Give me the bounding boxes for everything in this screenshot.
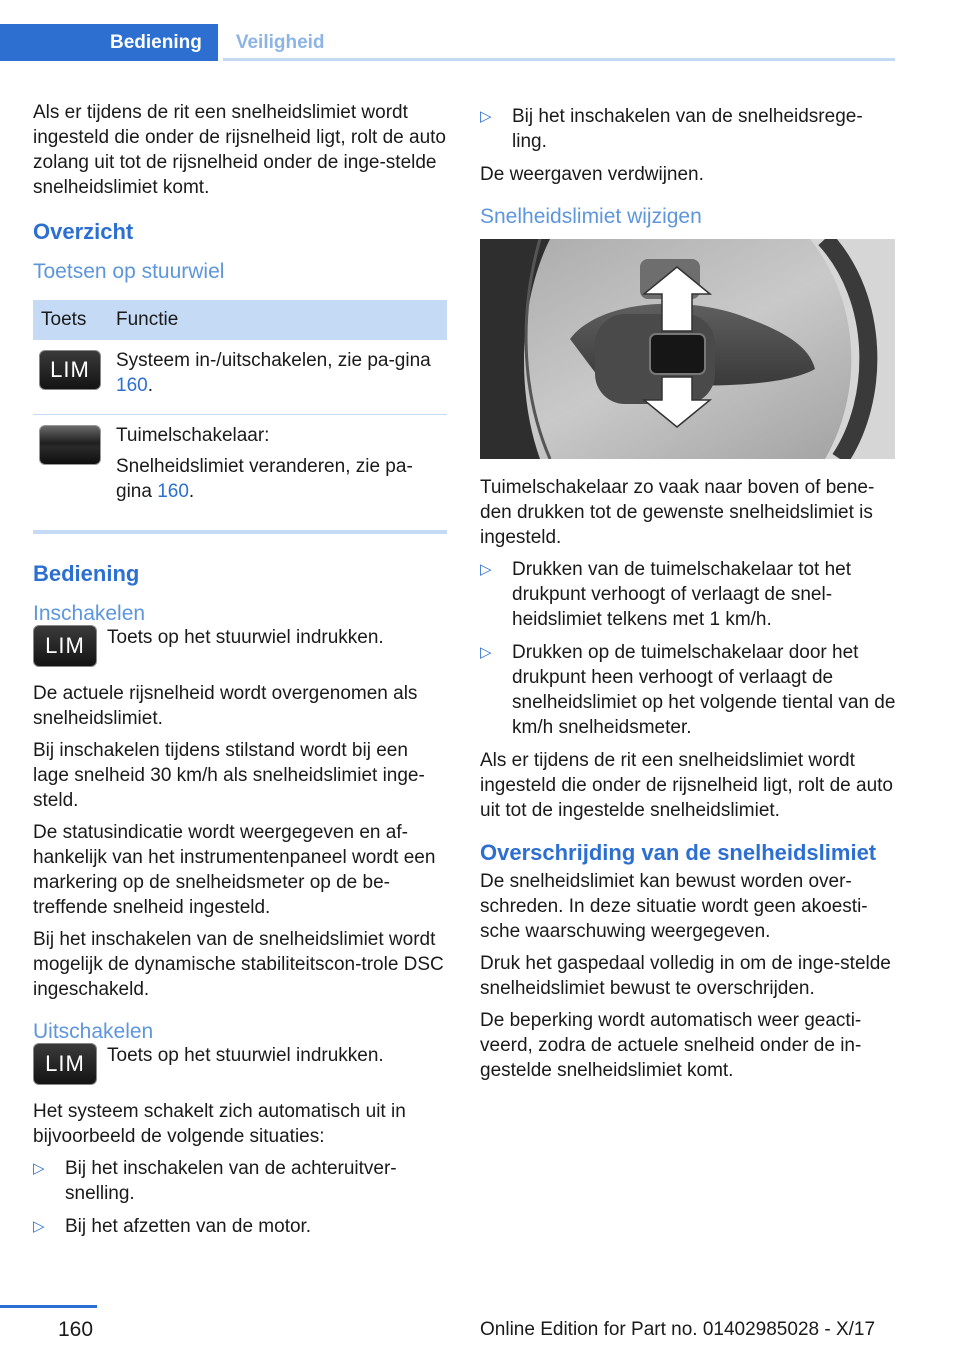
heading-uitschakelen: Uitschakelen xyxy=(33,1020,154,1043)
header-rule xyxy=(223,58,895,61)
table-header xyxy=(33,300,447,340)
paragraph: Druk het gaspedaal volledig in om de inge-stelde snelheidslimiet bewust te overschrijden. xyxy=(480,953,891,999)
left-column xyxy=(33,100,449,1247)
page-number: 160 xyxy=(58,1318,94,1341)
heading-toetsen: Toetsen op stuurwiel xyxy=(33,260,225,283)
bullet-list xyxy=(480,104,896,154)
steering-wheel-illustration xyxy=(480,239,895,459)
buttons-table xyxy=(33,300,447,534)
right-column xyxy=(480,104,896,1090)
uitschakelen-text: Toets op het stuurwiel indrukken. xyxy=(107,1045,384,1066)
paragraph: De weergaven verdwijnen. xyxy=(480,164,704,185)
paragraph: De statusindicatie wordt weergegeven en af-hankelijk van het instrumentenpaneel wordt een markering op de snelheidsmeter op de be-treffende snelheid ingesteld. xyxy=(33,822,436,918)
inschakelen-text: Toets op het stuurwiel indrukken. xyxy=(107,627,384,648)
table-row: Tuimelschakelaar: Snelheidslimiet veranderen, zie pa-gina 160. xyxy=(33,415,447,520)
triangle-bullet-icon: ▷ xyxy=(33,1160,45,1177)
intro-paragraph: Als er tijdens de rit een snelheidslimiet wordt ingesteld die onder de rijsnelheid ligt, rolt de auto zolang uit tot de rijsnelheid onder de inge-stelde snelheidslimiet komt. xyxy=(33,102,446,198)
list-item: ▷ Bij het inschakelen van de snelheidsrege-ling. xyxy=(480,106,863,152)
uitschakelen-row xyxy=(33,1043,449,1085)
triangle-bullet-icon: ▷ xyxy=(480,561,492,578)
paragraph: Tuimelschakelaar zo vaak naar boven of bene-den drukken tot de gewenste snelheidslimiet is ingesteld. xyxy=(480,477,875,548)
paragraph: Bij het inschakelen van de snelheidslimiet wordt mogelijk de dynamische stabiliteitscon-trole DSC ingeschakeld. xyxy=(33,929,444,1000)
list-item: ▷ Drukken op de tuimelschakelaar door het drukpunt heen verhoogt of verlaagt de snelheidslimiet op het volgende tiental van de km/h snelheidsmeter. xyxy=(480,642,896,738)
heading-bediening: Bediening xyxy=(33,561,140,586)
list-item: ▷ Bij het afzetten van de motor. xyxy=(33,1216,312,1237)
page-link-160[interactable]: 160 xyxy=(157,481,189,502)
footer-rule xyxy=(0,1305,97,1308)
triangle-bullet-icon: ▷ xyxy=(33,1218,45,1235)
lim-button-icon: LIM xyxy=(33,1043,97,1085)
paragraph: Het systeem schakelt zich automatisch uit in bijvoorbeeld de volgende situaties: xyxy=(33,1101,406,1147)
edition-text: Online Edition for Part no. 01402985028 - X/17 xyxy=(480,1319,876,1340)
table-row: LIM Systeem in-/uitschakelen, zie pa-gina 160. xyxy=(33,340,447,415)
bullet-list xyxy=(480,557,896,740)
steering-wheel-photo xyxy=(480,239,895,459)
paragraph: Bij inschakelen tijdens stilstand wordt bij een lage snelheid 30 km/h als snelheidslimiet inge-steld. xyxy=(33,740,425,811)
inschakelen-row xyxy=(33,625,449,667)
list-item: ▷ Drukken van de tuimelschakelaar tot het drukpunt verhoogt of verlaagt de snel-heidslimiet telkens met 1 km/h. xyxy=(480,559,852,630)
bullet-list xyxy=(33,1156,449,1239)
table-col-functie: Functie xyxy=(116,309,179,330)
heading-wijzigen: Snelheidslimiet wijzigen xyxy=(480,205,702,228)
row1-text: Systeem in-/uitschakelen, zie pa-gina xyxy=(116,350,431,371)
row2-label: Tuimelschakelaar: xyxy=(116,425,270,446)
tab-bediening[interactable]: Bediening xyxy=(0,24,218,61)
lim-button-icon: LIM xyxy=(33,625,97,667)
heading-inschakelen: Inschakelen xyxy=(33,602,146,625)
paragraph: De beperking wordt automatisch weer geacti-veerd, zodra de actuele snelheid onder de in-gestelde snelheidslimiet komt. xyxy=(480,1010,862,1081)
heading-overschrijding: Overschrijding van de snelheidslimiet xyxy=(480,840,877,865)
heading-overzicht: Overzicht xyxy=(33,219,134,244)
row2-text: Snelheidslimiet veranderen, zie pa-gina xyxy=(116,456,413,502)
triangle-bullet-icon: ▷ xyxy=(480,108,492,125)
paragraph: De snelheidslimiet kan bewust worden over-schreden. In deze situatie wordt geen akoesti-sche waarschuwing weergegeven. xyxy=(480,871,868,942)
tab-veiligheid[interactable]: Veiligheid xyxy=(218,24,343,61)
paragraph: De actuele rijsnelheid wordt overgenomen als snelheidslimiet. xyxy=(33,683,418,729)
list-item: ▷ Bij het inschakelen van de achteruitver-snelling. xyxy=(33,1158,397,1204)
paragraph: Als er tijdens de rit een snelheidslimiet wordt ingesteld die onder de rijsnelheid ligt, rolt de auto uit tot de ingestelde snelheidslimiet. xyxy=(480,750,893,821)
table-col-toets: Toets xyxy=(41,309,87,330)
header-tabs xyxy=(0,24,343,61)
lim-button-icon: LIM xyxy=(39,350,101,390)
triangle-bullet-icon: ▷ xyxy=(480,644,492,661)
table-end-rule xyxy=(33,530,447,534)
rocker-switch-icon xyxy=(39,425,101,465)
page-link-160[interactable]: 160 xyxy=(116,375,148,396)
